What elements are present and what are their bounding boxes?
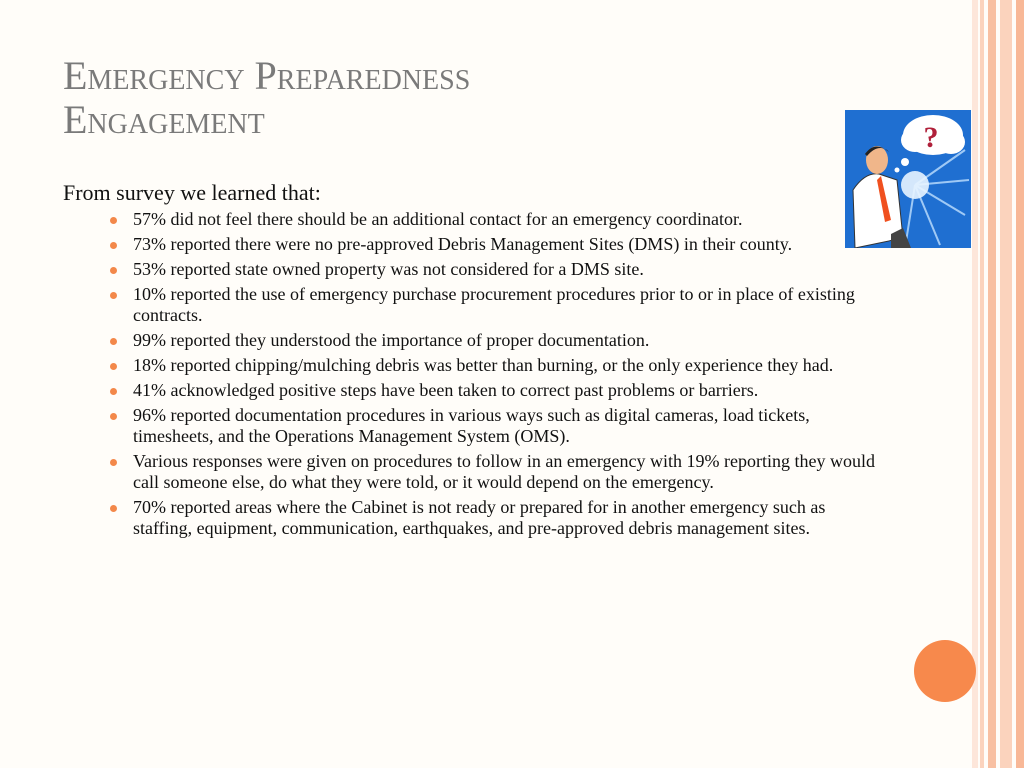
bullet-dot-icon: [110, 505, 117, 512]
bullet-list: [63, 209, 883, 539]
title-line: Engagement: [63, 97, 265, 142]
list-item: [63, 380, 883, 401]
bullet-text: 57% did not feel there should be an additional contact for an emergency coordinator.: [133, 209, 743, 229]
bullet-dot-icon: [110, 413, 117, 420]
bullet-text: 10% reported the use of emergency purchase procurement procedures prior to or in place of existing contracts.: [133, 284, 855, 325]
bullet-dot-icon: [110, 363, 117, 370]
list-item: [63, 405, 883, 447]
question-mark: ?: [923, 121, 939, 154]
bullet-dot-icon: [110, 338, 117, 345]
bullet-text: 96% reported documentation procedures in various ways such as digital cameras, load tickets, timesheets, and the Operations Management System (OMS).: [133, 405, 810, 446]
bullet-text: 41% acknowledged positive steps have been taken to correct past problems or barriers.: [133, 380, 759, 400]
bullet-dot-icon: [110, 292, 117, 299]
decorative-stripes: [972, 0, 1024, 768]
list-item: [63, 497, 883, 539]
list-item: [63, 259, 883, 280]
title-line: Emergency Preparedness: [63, 53, 471, 98]
bullet-text: 70% reported areas where the Cabinet is not ready or prepared for in another emergency such as staffing, equipment, communication, earthquakes, and pre-approved debris management sites.: [133, 497, 826, 538]
bullet-dot-icon: [110, 267, 117, 274]
bullet-text: Various responses were given on procedures to follow in an emergency with 19% reporting they would call someone else, do what they were told, or it would depend on the emergency.: [133, 451, 875, 492]
bullet-dot-icon: [110, 459, 117, 466]
intro-text: From survey we learned that:: [63, 180, 321, 205]
bullet-text: 53% reported state owned property was not considered for a DMS site.: [133, 259, 644, 279]
bullet-text: 73% reported there were no pre-approved Debris Management Sites (DMS) in their county.: [133, 234, 793, 254]
list-item: [63, 355, 883, 376]
bullet-text: 99% reported they understood the importance of proper documentation.: [133, 330, 650, 350]
decorative-circle: [914, 640, 976, 702]
bullet-dot-icon: [110, 242, 117, 249]
bullet-text: 18% reported chipping/mulching debris was better than burning, or the only experience they had.: [133, 355, 834, 375]
list-item: [63, 451, 883, 493]
list-item: [63, 284, 883, 326]
slide-title: [63, 54, 823, 142]
bullet-dot-icon: [110, 217, 117, 224]
list-item: [63, 234, 883, 255]
list-item: [63, 330, 883, 351]
slide-content: [63, 180, 883, 543]
bullet-dot-icon: [110, 388, 117, 395]
list-item: [63, 209, 883, 230]
